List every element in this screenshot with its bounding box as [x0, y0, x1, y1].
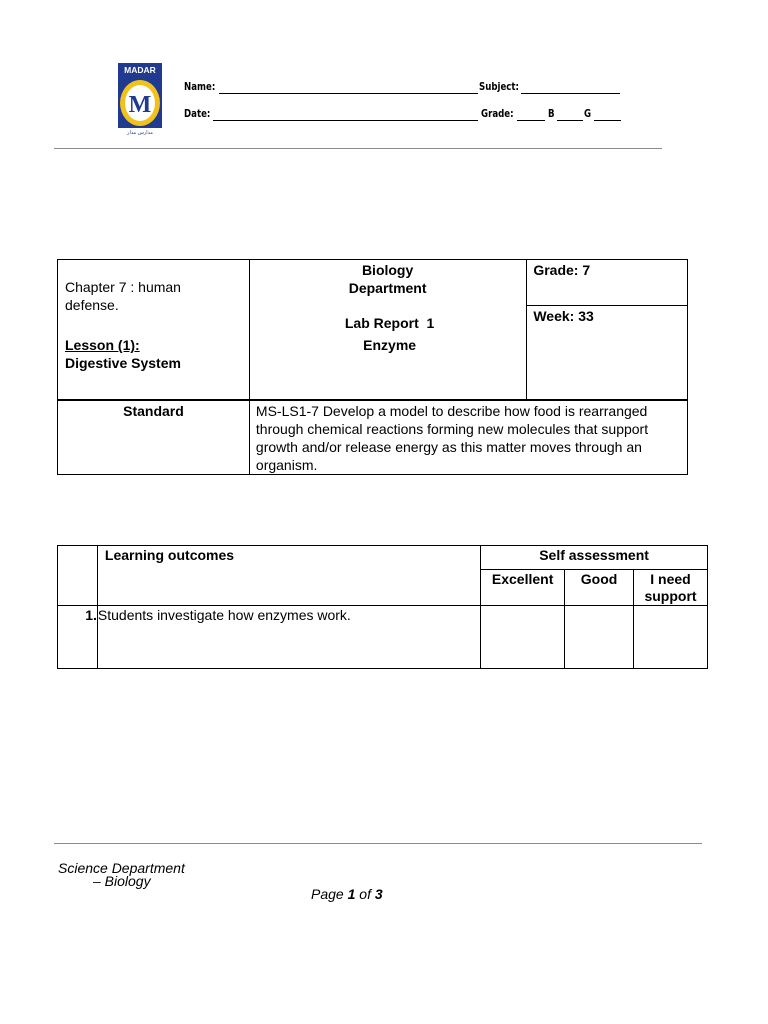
grade-label: Grade:	[481, 108, 514, 120]
girls-label: G	[584, 108, 592, 120]
chapter-lesson-cell	[58, 260, 250, 400]
boys-label: B	[548, 108, 555, 120]
grade-cell: Grade: 7	[527, 260, 688, 306]
department-line2: Department	[348, 280, 427, 296]
page-number	[311, 887, 383, 901]
chapter-text: Chapter 7 : human defense.	[65, 279, 181, 313]
department-line1: Biology	[361, 262, 414, 278]
subject-label: Subject:	[479, 81, 519, 93]
lesson-title: Digestive System	[65, 355, 181, 371]
page-of: of	[359, 886, 371, 902]
outcomes-header: Learning outcomes	[97, 546, 480, 606]
boys-field[interactable]	[557, 120, 583, 121]
page-current: 1	[347, 886, 356, 902]
header-divider	[54, 148, 662, 149]
page-total: 3	[374, 886, 383, 902]
number-header-cell	[58, 546, 98, 606]
svg-text:M: M	[128, 92, 152, 118]
footer-dept-line2: – Biology	[93, 873, 151, 889]
report-topic: Enzyme	[363, 337, 417, 353]
good-check-cell[interactable]	[565, 606, 634, 669]
footer-divider	[54, 843, 702, 844]
self-assessment-header: Self assessment	[481, 546, 708, 570]
need-support-check-cell[interactable]	[634, 606, 708, 669]
excellent-check-cell[interactable]	[481, 606, 565, 669]
footer-dept-line1: Science Department	[58, 860, 185, 876]
lab-report-info-table	[57, 259, 688, 475]
row-number: 1.	[58, 606, 98, 669]
page-prefix: Page	[311, 886, 344, 902]
row-outcome-text: Students investigate how enzymes work.	[97, 606, 480, 669]
standard-label: Standard	[58, 400, 250, 475]
col-need-support: I need support	[634, 570, 708, 606]
subject-field[interactable]	[521, 93, 620, 94]
col-excellent: Excellent	[481, 570, 565, 606]
standard-text: MS-LS1-7 Develop a model to describe how food is rearranged through chemical reactions forming new molecules that support growth and/or release energy as this matter moves through an organism.	[249, 400, 687, 475]
name-label: Name:	[184, 81, 216, 93]
week-cell: Week: 33	[527, 306, 688, 400]
madar-logo	[117, 62, 163, 136]
svg-text:MADAR: MADAR	[124, 65, 156, 75]
date-label: Date:	[184, 108, 211, 120]
grade-field[interactable]	[517, 120, 545, 121]
name-field[interactable]	[219, 93, 478, 94]
department-cell	[249, 260, 526, 400]
col-good: Good	[565, 570, 634, 606]
report-title: Lab Report 1	[344, 315, 435, 331]
learning-outcomes-table	[57, 545, 708, 669]
girls-field[interactable]	[594, 120, 621, 121]
table-row	[58, 606, 708, 669]
date-field[interactable]	[213, 120, 478, 121]
lesson-label: Lesson (1):	[65, 337, 140, 353]
svg-text:مدارس مدار: مدارس مدار	[127, 130, 153, 136]
